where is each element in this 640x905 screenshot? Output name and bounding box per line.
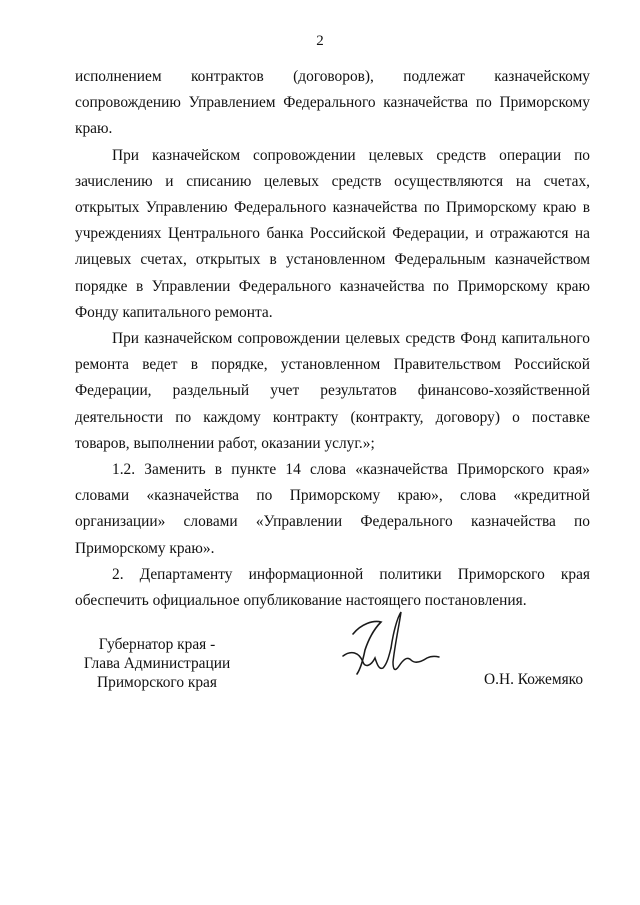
paragraph-separate-accounting: При казначейском сопровождении целевых средств Фонд капитального ремонта ведет в порядке, установленном Правительством Российской Федерации, раздельный учет результатов финансово-хозяйственной деятельности по каждому контракту (контракту, договору) о поставке товаров, выполнении работ, оказании услуг.»;: [75, 330, 590, 452]
signatory-name: О.Н. Кожемяко: [484, 671, 584, 688]
paragraph-item-2: 2. Департаменту информационной политики Приморского края обеспечить официальное опубликование настоящего постановления.: [75, 565, 590, 610]
signatory-title: [82, 635, 232, 692]
handwritten-signature: [335, 604, 445, 684]
signatory-title-line: Губернатор края -: [98, 636, 216, 653]
signatory-title-line: Приморского края: [97, 674, 217, 691]
paragraph-continuation: исполнением контрактов (договоров), подлежат казначейскому сопровождению Управлением Федерального казначейства по Приморскому краю.: [75, 68, 590, 138]
paragraph-treasury-accounts: При казначейском сопровождении целевых средств операции по зачислению и списанию целевых средств осуществляются на счетах, открытых Управлению Федерального казначейства по Приморскому краю в учреждениях Центрального банка Российской Федерации, и отражаются на лицевых счетах, открытых в установленном Федеральным казначейством порядке в Управлении Федерального казначейства по Приморскому краю Фонду капитального ремонта.: [75, 146, 590, 321]
signatory-title-line: Глава Администрации: [83, 655, 231, 672]
document-body: [75, 64, 590, 614]
page-number: 2: [316, 33, 324, 49]
paragraph-item-1-2: 1.2. Заменить в пункте 14 слова «казначейства Приморского края» словами «казначейства по Приморскому краю», слова «кредитной организации» словами «Управлении Федерального казначейства по Приморскому краю».: [75, 461, 590, 557]
